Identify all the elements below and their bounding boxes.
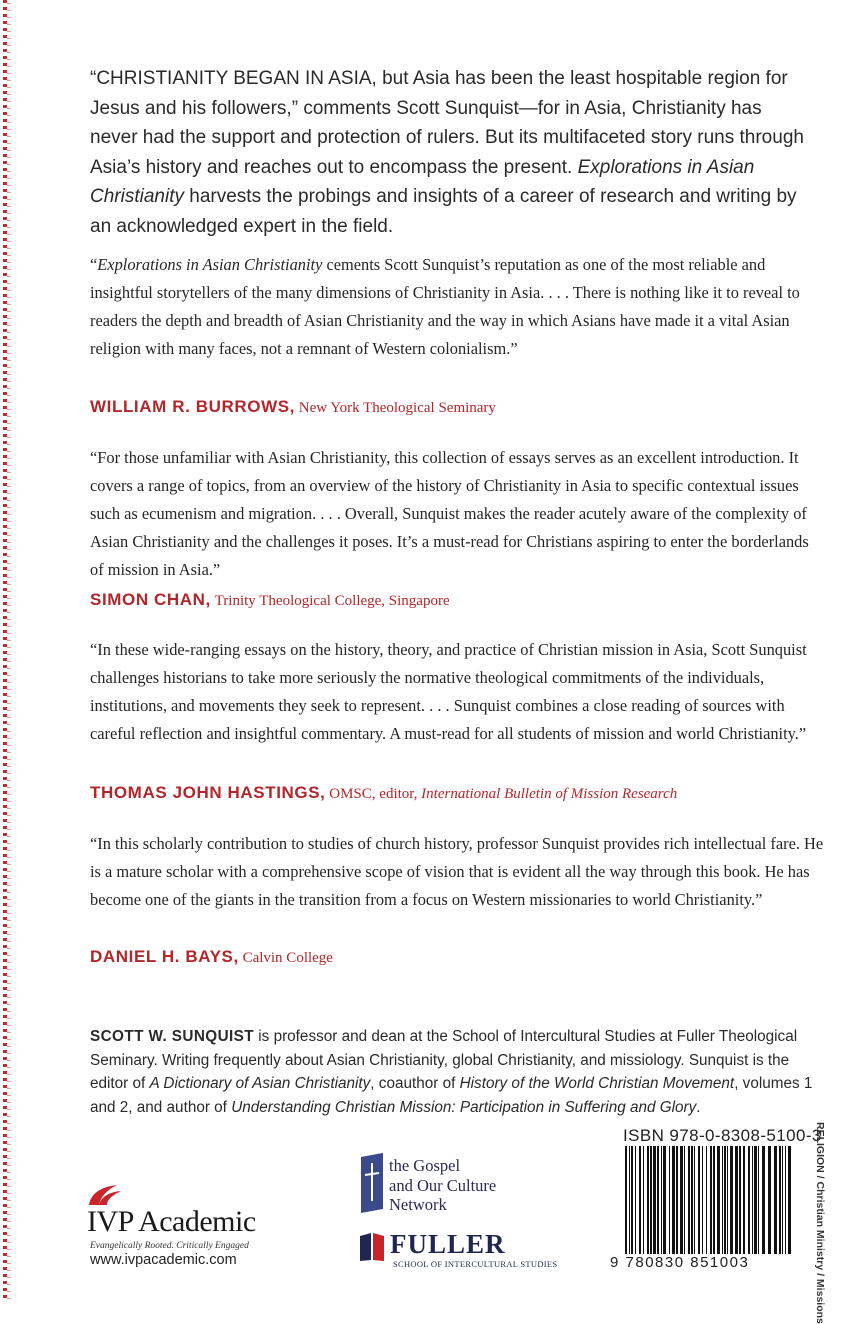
endorser-affiliation: Calvin College [242, 950, 333, 966]
gocn-line: and Our Culture [389, 1175, 497, 1195]
barcode-bar [743, 1146, 745, 1254]
quote-book-title: Explorations in Asian Christianity [97, 255, 323, 274]
barcode-bar [779, 1146, 781, 1254]
bio-book-title: Understanding Christian Mission: Participation in Suffering and Glory [231, 1098, 697, 1116]
endorsement-attribution [90, 590, 450, 610]
barcode-bar [752, 1146, 753, 1254]
gocn-line: Network [389, 1195, 447, 1214]
endorser-publication: International Bulletin of Mission Research [421, 786, 678, 802]
endorser-affiliation: New York Theological Seminary [298, 400, 496, 416]
barcode-bar [663, 1146, 666, 1254]
endorser-affiliation: Trinity Theological College, Singapore [214, 593, 450, 609]
barcode-bar [710, 1146, 712, 1254]
endorsement-attribution [90, 783, 677, 803]
barcode-bar [694, 1146, 695, 1254]
barcode-bar [713, 1146, 715, 1254]
barcode-bar [661, 1146, 662, 1254]
barcode-bar [762, 1146, 765, 1254]
endorsement-quote [90, 444, 825, 584]
gocn-logo [389, 1156, 496, 1215]
barcode-bar [647, 1146, 649, 1254]
barcode-digits: 9 780830 851003 [610, 1254, 750, 1271]
endorser-affiliation: OMSC, editor, [329, 786, 418, 802]
endorser-name: SIMON CHAN, [90, 590, 211, 609]
author-name: SCOTT W. SUNQUIST [90, 1028, 255, 1045]
barcode-bar [727, 1146, 728, 1254]
gocn-line: the Gospel [389, 1156, 461, 1175]
barcode-bar [629, 1146, 630, 1254]
gocn-cross-icon [359, 1153, 385, 1213]
barcode-bar [688, 1146, 690, 1254]
barcode-bar [717, 1146, 720, 1254]
isbn-label: ISBN 978-0-8308-5100-3 [623, 1126, 822, 1145]
bio-text: , volumes 1 and 2, and author of [90, 1075, 813, 1116]
endorsement-quote [90, 636, 825, 748]
barcode-bar [669, 1146, 670, 1254]
fuller-subtitle: SCHOOL OF INTERCULTURAL STUDIES [393, 1259, 558, 1269]
publisher-url[interactable]: www.ivpacademic.com [90, 1252, 237, 1268]
endorsement-quote: “Explorations in Asian Christianity cements Scott Sunquist’s reputation as one of the most reliable and insightful storytellers of the many dimensions of Christianity in Asia. . . . There is nothing like it to reveal to readers the depth and breadth of Asian Christianity and the way in which Asians have made it a vital Asian religion with many faces, not a remnant of Western colonialism.” [90, 255, 800, 358]
intro-paragraph [90, 64, 810, 242]
barcode-bar [653, 1146, 656, 1254]
category-label: RELIGION / Christian Ministry / Missions [814, 1122, 826, 1324]
barcode-bar [785, 1146, 786, 1254]
barcode-bar [639, 1146, 641, 1254]
intro-text: “CHRISTIANITY BEGAN IN ASIA, but Asia has been the least hospitable region for Jesus and his followers,” comments Scott Sunquist—for in Asia, Christianity has never had the support and protection of rulers. But its multifaceted story runs through Asia’s history and reaches out to encompass the present. [90, 68, 804, 178]
barcode-bar [657, 1146, 659, 1254]
barcode-bar [702, 1146, 703, 1254]
decorative-edge-border [0, 0, 12, 1300]
barcode-bar [625, 1146, 627, 1254]
quote-text: “For those unfamiliar with Asian Christianity, this collection of essays serves as an excellent introduction. It covers a range of topics, from an overview of the history of Christianity in Asia to specific contextual issues such as ecumenism and migration. . . . Overall, Sunquist makes the reader acutely aware of the complexity of Asian Christianity and the challenges it poses. It’s a must-read for Christians aspiring to enter the borderlands of mission in Asia.” [90, 448, 809, 579]
barcode-bar [698, 1146, 700, 1254]
barcode-bar [722, 1146, 723, 1254]
barcode-bar [691, 1146, 693, 1254]
bio-book-title: History of the World Christian Movement [459, 1075, 735, 1093]
endorsement-attribution [90, 397, 496, 417]
fuller-logo: FULLER [390, 1229, 506, 1259]
barcode-bar [724, 1146, 726, 1254]
endorser-name: WILLIAM R. BURROWS, [90, 397, 295, 416]
barcode-bar [680, 1146, 683, 1254]
ivp-flame-icon [87, 1183, 127, 1207]
ivp-academic-logo: IVP Academic [87, 1205, 256, 1238]
barcode-bar [635, 1146, 636, 1254]
barcode-bar [774, 1146, 777, 1254]
barcode-bar [739, 1146, 741, 1254]
barcode-bar [706, 1146, 707, 1254]
barcode-bar [788, 1146, 791, 1254]
bio-text: is professor and dean at the School of Intercultural Studies at Fuller Theological Seminary. Writing frequently about Asian Christianity, global Christianity, and missiology. Sunquist is the editor of [90, 1028, 798, 1093]
barcode-bar [684, 1146, 685, 1254]
barcode-bar [748, 1146, 750, 1254]
barcode-bar [754, 1146, 757, 1254]
barcode-bar [782, 1146, 783, 1254]
barcode-bar [631, 1146, 633, 1254]
quote-text: “In this scholarly contribution to studies of church history, professor Sunquist provides rich intellectual fare. He is a mature scholar with a comprehensive scope of vision that is evident all the way through this book. He has become one of the giants in the transition from a focus on Western missionaries to world Christianity.” [90, 834, 824, 909]
barcode-bar [672, 1146, 675, 1254]
ivp-tagline: Evangelically Rooted. Critically Engaged [90, 1241, 249, 1251]
fuller-book-icon [359, 1232, 385, 1262]
barcode-bar [676, 1146, 678, 1254]
barcode-bar [730, 1146, 733, 1254]
intro-text-end: harvests the probings and insights of a career of research and writing by an acknowledged expert in the field. [90, 186, 797, 237]
barcode-bar [768, 1146, 771, 1254]
bio-book-title: A Dictionary of Asian Christianity [149, 1075, 371, 1093]
quote-text: cements Scott Sunquist’s reputation as one of the most reliable and insightful storytellers of the many dimensions of Christianity in Asia. . . . There is nothing like it to reveal to readers the depth and breadth of Asian Christianity and the way in which Asians have made it a vital Asian religion with many faces, not a remnant of Western colonialism.” [90, 255, 800, 358]
endorsement-quote [90, 830, 825, 914]
barcode-bar [758, 1146, 759, 1254]
endorsement-attribution [90, 947, 333, 967]
endorser-name: DANIEL H. BAYS, [90, 947, 239, 966]
barcode-bar [643, 1146, 644, 1254]
author-bio [90, 1025, 826, 1119]
quote-text: “In these wide-ranging essays on the history, theory, and practice of Christian mission in Asia, Scott Sunquist challenges historians to take more seriously the normative theological commitments of the individuals, institutions, and movements they seek to represent. . . . Sunquist combines a close reading of sources with careful reflection and insightful commentary. A must-read for all students of mission and world Christianity.” [90, 640, 807, 743]
bio-text: , coauthor of [370, 1075, 460, 1093]
intro-book-title: Explorations in Asian Christianity [90, 156, 755, 208]
endorser-name: THOMAS JOHN HASTINGS, [90, 783, 326, 802]
barcode-bar [735, 1146, 738, 1254]
barcode-bar [650, 1146, 652, 1254]
bio-text: . [696, 1098, 701, 1116]
